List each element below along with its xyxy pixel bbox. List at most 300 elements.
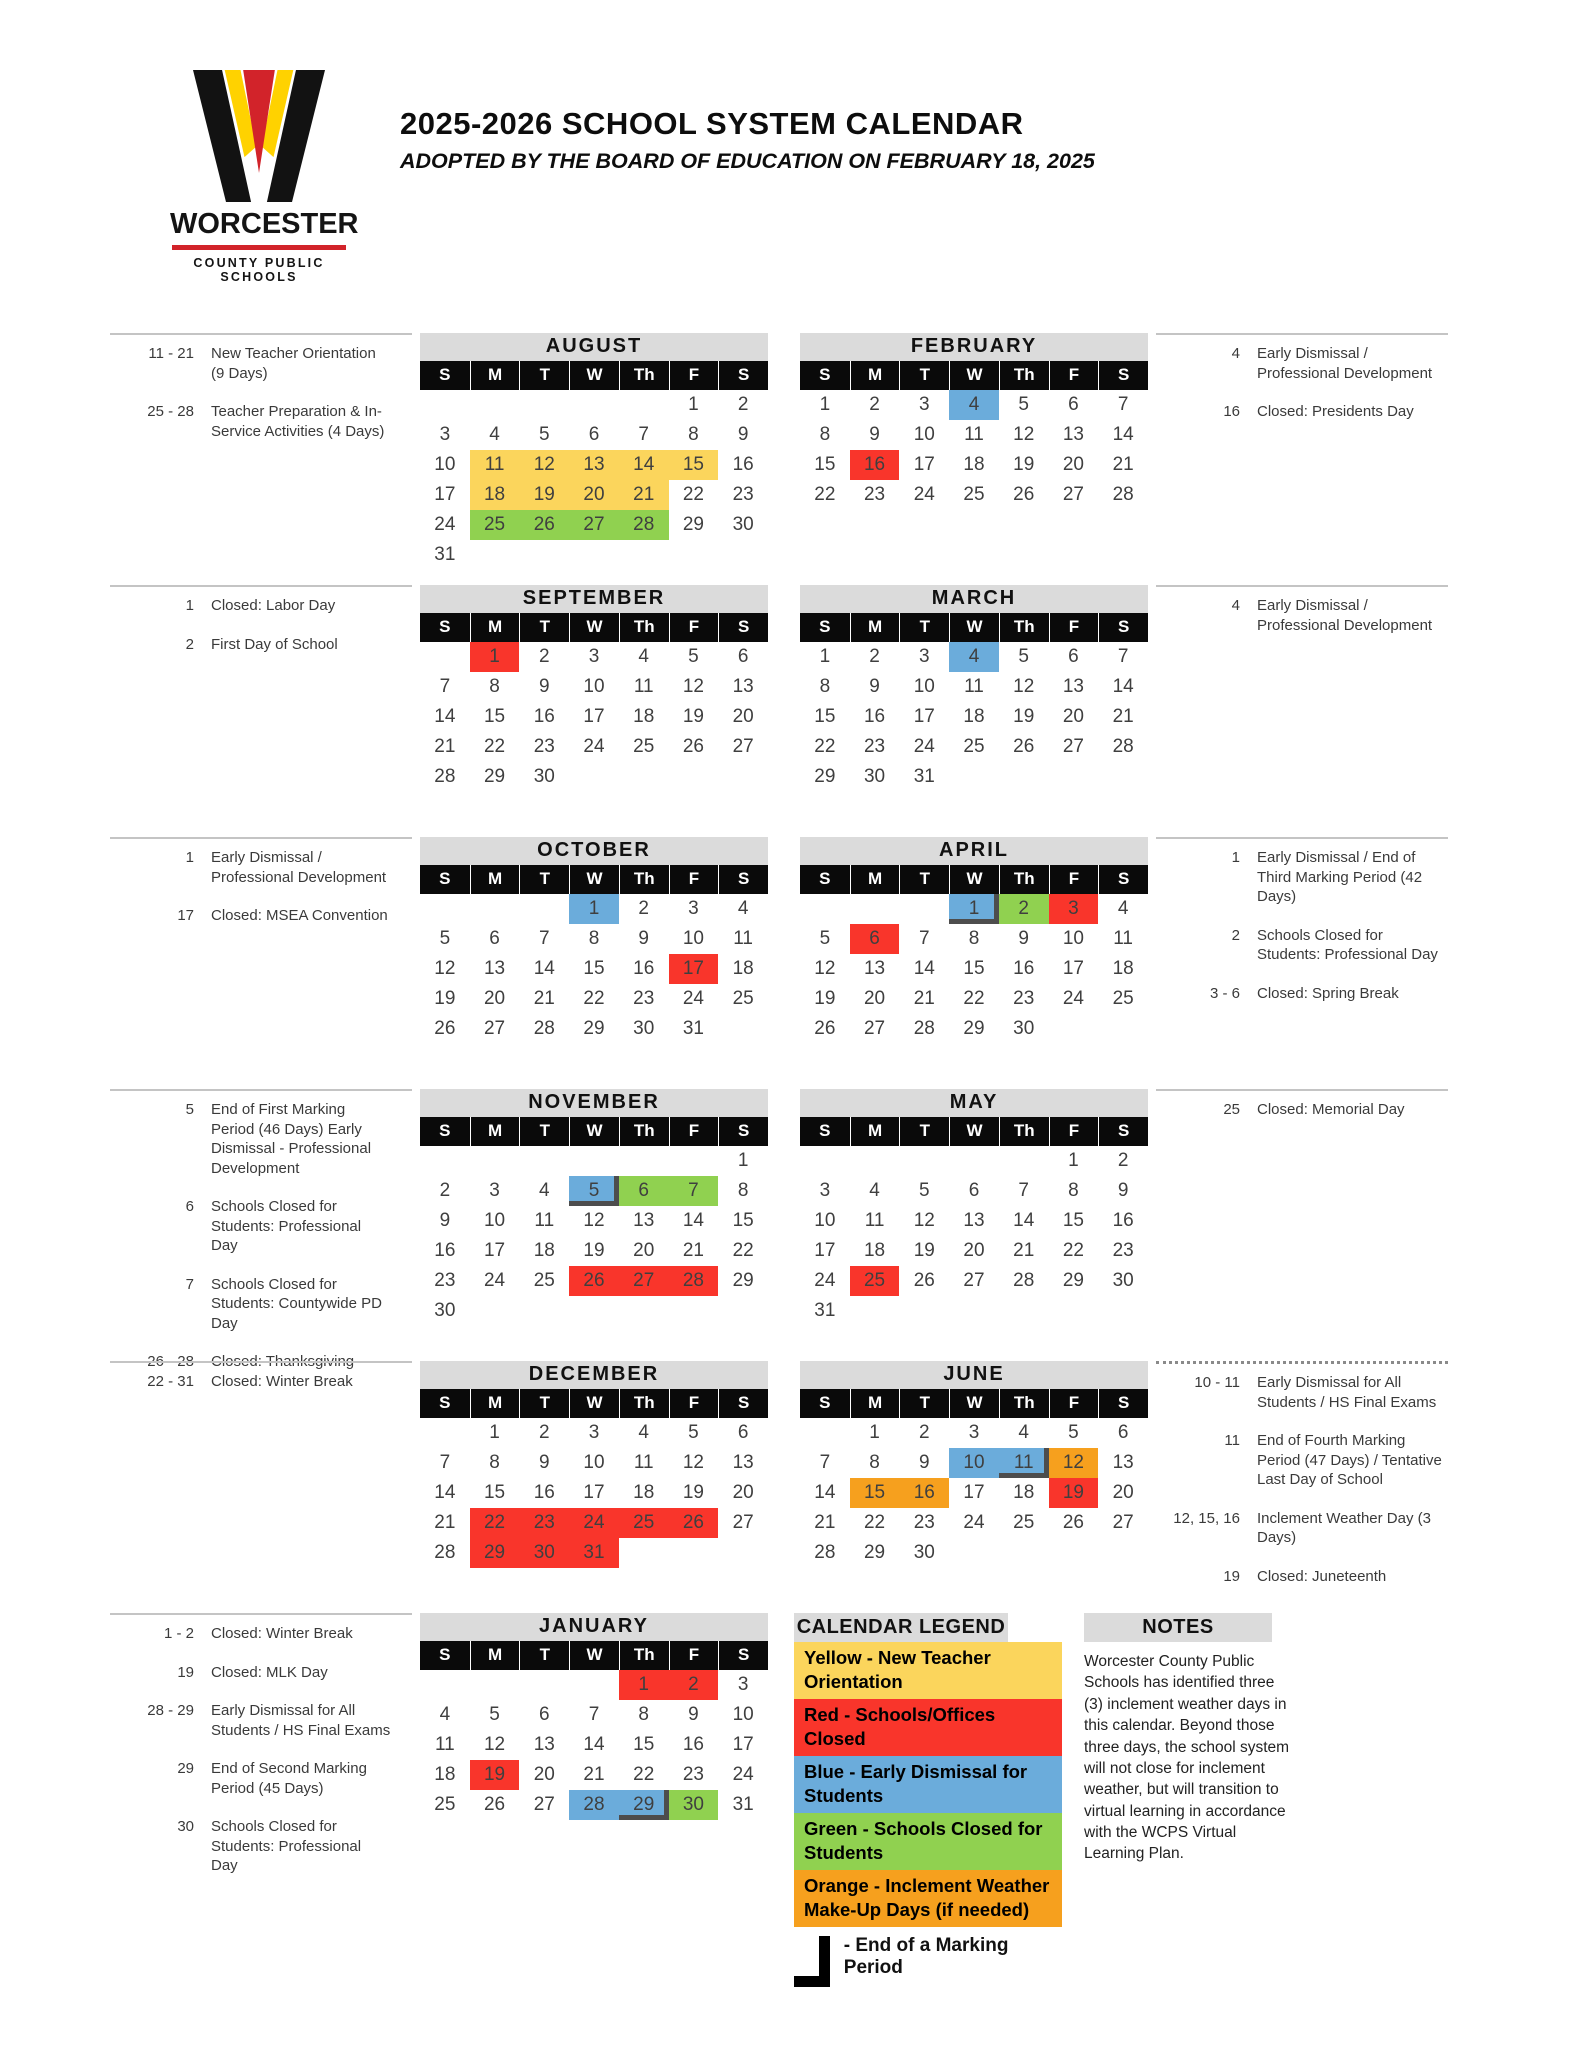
note-text: Early Dismissal / Professional Development [1257,345,1433,382]
notes-cell-wrap [1148,1089,1490,1361]
day-cell: 19 [1013,706,1035,727]
weekday-label: S [819,1121,831,1140]
day-cell: 28 [533,1018,555,1039]
weekday-label: W [949,1117,999,1146]
day-cell: 31 [569,1538,619,1568]
day-cell: 22 [583,988,605,1009]
note-text: Early Dismissal / End of Third Marking Period (42 Days) [1257,849,1423,905]
month-title: DECEMBER [420,1361,768,1389]
day-cell: 6 [737,646,749,667]
day-cell: 26 [483,1794,506,1815]
day-cell: 20 [533,1764,555,1785]
calendar-november [420,1089,768,1361]
day-cell: 3 [968,1422,980,1443]
day-cell: 21 [1013,1240,1035,1261]
day-cell: 23 [1013,988,1035,1009]
day-cell [420,1418,470,1448]
day-cell [619,1296,669,1326]
calendar-note [110,1624,412,1644]
day-cell: 1 [737,1150,749,1171]
notes-cell-wrap [1148,1361,1490,1613]
day-cell [1049,1296,1099,1326]
day-cell [850,1296,900,1326]
day-cell: 5 [1018,646,1029,667]
note-dates: 3 - 6 [1209,984,1240,1002]
day-cell: 15 [483,1482,506,1503]
page-subtitle: ADOPTED BY THE BOARD OF EDUCATION ON FEBRUARY 18, 2025 [400,149,1095,173]
day-cell: 11 [864,1210,885,1231]
weekday-label: W [949,613,999,642]
day-cell [619,762,669,792]
day-cell: 9 [1117,1180,1129,1201]
day-cell [899,1146,949,1176]
day-cell [899,894,949,924]
day-cell: 30 [669,1790,719,1820]
calendar-note [1156,984,1448,1004]
day-cell [470,894,520,924]
week-row [800,1508,1148,1538]
day-cell: 26 [913,1270,935,1291]
day-cell: 1 [569,894,619,924]
weekday-label: Th [619,1389,669,1418]
week-row [420,1296,768,1326]
weekday-label: W [569,361,619,390]
weekday-label: S [439,1645,451,1664]
day-cell [1049,1014,1099,1044]
day-cell: 10 [682,928,704,949]
note-text: Closed: Winter Break [211,1625,353,1642]
day-cell: 17 [1062,958,1084,979]
day-cell: 26 [519,510,569,540]
day-cell: 5 [688,646,699,667]
day-cell: 12 [1013,676,1035,697]
day-cell: 6 [489,928,500,949]
day-cell: 22 [483,736,506,757]
weekday-label: T [899,613,949,642]
week-row [800,1176,1148,1206]
week-row [800,420,1148,450]
day-cell: 24 [483,1270,506,1291]
day-cell: 28 [619,510,669,540]
calendar-note [1156,848,1448,907]
notes-january [110,1613,412,1987]
weekday-label: Th [999,361,1049,390]
note-dates: 4 [1231,597,1240,614]
day-cell: 2 [439,1180,451,1201]
day-cell [718,540,768,570]
day-cell: 20 [963,1240,985,1261]
day-cell: 21 [434,1512,456,1533]
day-cell: 14 [682,1210,704,1231]
note-text: Schools Closed for Students: Countywide PD Day [211,1275,382,1332]
month-cell [768,1089,1148,1361]
day-cell: 11 [534,1210,555,1231]
day-cell: 6 [1068,646,1079,667]
weekday-label: T [899,1117,949,1146]
calendar-note [110,1701,412,1740]
legend-item-yellow: Yellow - New Teacher Orientation [794,1642,1062,1699]
note-dates: 11 [1224,1432,1240,1449]
month-cell [768,837,1148,1089]
day-cell: 14 [913,958,935,979]
weekday-label: S [1098,1389,1148,1418]
day-cell [669,1146,719,1176]
week-row [800,1146,1148,1176]
day-cell: 18 [434,1764,456,1785]
weekday-label: M [470,1389,520,1418]
note-text: End of Fourth Marking Period (47 Days) / Tentative Last Day of School [1257,1432,1442,1488]
weekday-label: W [569,1117,619,1146]
note-text: First Day of School [211,635,338,653]
day-cell: 25 [619,1508,669,1538]
week-row [800,894,1148,924]
day-cell: 18 [863,1240,886,1261]
day-cell [800,894,850,924]
day-cell: 17 [583,1482,605,1503]
day-cell: 3 [489,1180,500,1201]
week-row [420,1146,768,1176]
notes-cell-wrap [1148,585,1490,837]
weekday-label: M [850,613,900,642]
week-row [800,1206,1148,1236]
note-text: Schools Closed for Students: Professional Day [1257,926,1438,963]
day-cell [470,1670,520,1700]
day-cell: 3 [439,424,451,445]
weekday-label: S [1098,865,1148,894]
day-cell: 3 [819,1180,831,1201]
day-cell [669,762,719,792]
week-row [800,732,1148,762]
day-cell: 9 [737,424,749,445]
legend-marking-period [794,1935,1062,1987]
weekday-label: S [439,869,451,888]
day-cell: 2 [669,1670,719,1700]
weekday-header [420,865,768,894]
week-row [800,672,1148,702]
day-cell: 25 [963,736,985,757]
day-cell: 19 [682,1482,704,1503]
day-cell: 6 [968,1180,980,1201]
day-cell: 31 [732,1794,754,1815]
weekday-label: W [949,361,999,390]
day-cell: 7 [1117,394,1129,415]
weekday-label: W [569,1641,619,1670]
calendar-march [800,585,1148,792]
day-cell: 1 [819,646,831,667]
month-title: APRIL [800,837,1148,865]
day-cell: 2 [869,646,880,667]
day-cell [470,1146,520,1176]
weekday-label: M [850,361,900,390]
week-row [800,924,1148,954]
day-cell: 21 [1112,454,1134,475]
day-cell: 28 [814,1542,836,1563]
day-cell: 29 [863,1542,886,1563]
day-cell: 3 [1049,894,1099,924]
week-row [800,954,1148,984]
calendar-note [110,1197,412,1256]
day-cell: 17 [963,1482,985,1503]
day-cell: 10 [434,454,456,475]
day-cell: 2 [869,394,880,415]
day-cell: 22 [470,1508,520,1538]
day-cell: 10 [1062,928,1084,949]
week-row [420,1790,768,1820]
note-text: Teacher Preparation & In-Service Activities (4 Days) [211,403,385,440]
day-cell: 12 [682,1452,704,1473]
day-cell: 5 [1068,1422,1079,1443]
day-cell: 19 [682,706,704,727]
day-cell [1098,1296,1148,1326]
weekday-label: W [569,865,619,894]
calendar-note [110,848,412,887]
day-cell: 30 [434,1300,456,1321]
week-row [420,1730,768,1760]
note-dates: 30 [177,1818,194,1835]
day-cell: 10 [732,1704,754,1725]
day-cell: 6 [588,424,600,445]
day-cell: 17 [669,954,719,984]
week-row [800,390,1148,420]
weekday-header [800,865,1148,894]
day-cell: 20 [732,1482,754,1503]
day-cell [999,1538,1049,1568]
legend-marking-label: - End of a Marking Period [843,1935,1009,1979]
day-cell: 5 [688,1422,699,1443]
week-row [420,1448,768,1478]
day-cell: 2 [999,894,1049,924]
day-cell: 18 [470,480,520,510]
day-cell: 18 [1112,958,1134,979]
week-row [800,1236,1148,1266]
month-title: JUNE [800,1361,1148,1389]
day-cell [470,1296,520,1326]
day-cell: 3 [588,1422,600,1443]
day-cell [1049,762,1099,792]
note-dates: 28 - 29 [147,1702,194,1719]
day-cell: 15 [633,1734,655,1755]
logo-red-bar [172,245,346,250]
weekday-label: T [519,1389,569,1418]
day-cell [718,1014,768,1044]
day-cell [619,390,669,420]
note-dates: 2 [1231,926,1240,944]
weekday-label: Th [999,613,1049,642]
calendar-note [110,402,412,441]
day-cell: 22 [633,1764,655,1785]
calendar-note [110,1100,412,1178]
day-cell: 28 [434,1542,456,1563]
day-cell [519,1146,569,1176]
day-cell: 9 [918,1452,930,1473]
day-cell [949,1538,999,1568]
day-cell: 16 [850,450,900,480]
day-cell: 11 [964,676,984,697]
day-cell: 22 [863,1512,886,1533]
weekday-label: M [470,1117,520,1146]
weekday-label: S [439,617,451,636]
day-cell [999,1146,1049,1176]
day-cell: 5 [819,928,831,949]
notes-june [1156,1361,1448,1586]
wcps-logo [170,70,359,284]
day-cell [420,894,470,924]
day-cell [619,1146,669,1176]
day-cell [899,1296,949,1326]
week-row [420,924,768,954]
note-dates: 1 - 2 [163,1625,194,1642]
day-cell: 27 [483,1018,506,1039]
day-cell: 15 [963,958,985,979]
week-row [420,420,768,450]
day-cell: 19 [814,988,836,1009]
day-cell: 6 [538,1704,550,1725]
day-cell: 6 [737,1422,749,1443]
day-cell: 2 [538,646,550,667]
day-cell: 28 [1013,1270,1035,1291]
day-cell [619,1538,669,1568]
day-cell: 13 [1112,1452,1134,1473]
day-cell: 27 [1062,484,1084,505]
note-text: New Teacher Orientation (9 Days) [211,345,376,382]
weekday-label: F [1049,865,1099,894]
day-cell: 24 [583,736,605,757]
notes-box-body: Worcester County Public Schools has identified three (3) inclement weather days in this calendar. Beyond those three days, the school system will not close for inclement weather, but will transition to virtual learning in accordance with the WCPS Virtual Learning Plan. [1084,1653,1290,1863]
day-cell [519,1296,569,1326]
day-cell: 12 [483,1734,506,1755]
day-cell: 28 [569,1790,619,1820]
day-cell: 13 [1062,424,1084,445]
calendar-note [1156,596,1448,635]
day-cell: 11 [633,1452,654,1473]
note-text: Closed: MLK Day [211,1663,328,1681]
week-row [420,1508,768,1538]
day-cell: 10 [583,1452,605,1473]
day-cell: 20 [1112,1482,1134,1503]
weekday-label: T [899,1389,949,1418]
weekday-header [420,1117,768,1146]
weekday-label: S [1098,1117,1148,1146]
calendar-legend [794,1613,1062,1987]
day-cell: 21 [583,1764,605,1785]
month-title: MAY [800,1089,1148,1117]
day-cell: 26 [1013,484,1035,505]
weekday-label: M [470,1641,520,1670]
weekday-label: T [519,361,569,390]
day-cell: 24 [913,736,935,757]
day-cell: 15 [732,1210,754,1231]
weekday-label: F [1049,361,1099,390]
note-dates: 5 [185,1101,194,1118]
week-row [800,1478,1148,1508]
day-cell: 20 [633,1240,655,1261]
day-cell: 30 [533,766,555,787]
calendar-note [110,1275,412,1334]
day-cell: 29 [682,514,704,535]
day-cell: 26 [682,736,704,757]
day-cell: 20 [483,988,506,1009]
day-cell: 15 [583,958,605,979]
week-row [420,480,768,510]
weekday-label: S [819,869,831,888]
day-cell: 17 [732,1734,754,1755]
note-dates: 25 [1223,1101,1240,1118]
day-cell: 26 [1013,736,1035,757]
calendar-note [1156,402,1448,422]
notes-august [110,333,412,585]
weekday-header [420,1641,768,1670]
month-title: OCTOBER [420,837,768,865]
notes-box-cell [1084,1613,1490,1987]
note-dates: 19 [1223,1567,1240,1585]
note-text: End of First Marking Period (46 Days) Early Dismissal - Professional Development [211,1101,372,1177]
day-cell: 16 [863,706,886,727]
note-text: Closed: Winter Break [211,1373,353,1390]
day-cell: 8 [1068,1180,1079,1201]
calendar-note [1156,1100,1448,1120]
weekday-label: F [669,1389,719,1418]
day-cell [470,390,520,420]
page-title: 2025-2026 SCHOOL SYSTEM CALENDAR [400,106,1024,141]
week-row [800,984,1148,1014]
day-cell: 1 [470,642,520,672]
day-cell: 2 [918,1422,930,1443]
day-cell: 12 [1013,424,1035,445]
day-cell: 19 [519,480,569,510]
day-cell: 5 [918,1180,930,1201]
day-cell: 27 [732,1512,754,1533]
day-cell: 26 [669,1508,719,1538]
calendar-note [110,1372,412,1392]
day-cell: 13 [963,1210,985,1231]
day-cell: 1 [819,394,831,415]
day-cell: 24 [682,988,704,1009]
day-cell [470,540,520,570]
week-row [420,1176,768,1206]
day-cell: 1 [1068,1150,1079,1171]
note-text: Closed: Spring Break [1257,984,1399,1002]
day-cell: 25 [633,736,655,757]
calendar-note [1156,1567,1448,1587]
weekday-label: F [1049,613,1099,642]
day-cell: 15 [814,454,836,475]
marking-period-corner-icon [794,1936,830,1987]
day-cell: 3 [688,898,699,919]
day-cell: 9 [688,1704,699,1725]
day-cell: 1 [619,1670,669,1700]
day-cell [1098,762,1148,792]
calendar-note [1156,1373,1448,1412]
notes-september [110,585,412,837]
weekday-label: S [718,865,768,894]
calendar-note [110,635,412,655]
weekday-label: T [519,865,569,894]
day-cell: 14 [533,958,555,979]
day-cell: 27 [863,1018,886,1039]
note-text: End of Second Marking Period (45 Days) [211,1760,367,1797]
week-row [420,540,768,570]
week-row [420,894,768,924]
weekday-label: Th [999,1389,1049,1418]
weekday-label: Th [999,1117,1049,1146]
week-row [800,642,1148,672]
month-cell [768,333,1148,585]
day-cell: 29 [814,766,836,787]
day-cell: 19 [913,1240,935,1261]
day-cell: 17 [434,484,456,505]
note-text: Closed: Memorial Day [1257,1101,1405,1118]
day-cell: 10 [913,424,935,445]
